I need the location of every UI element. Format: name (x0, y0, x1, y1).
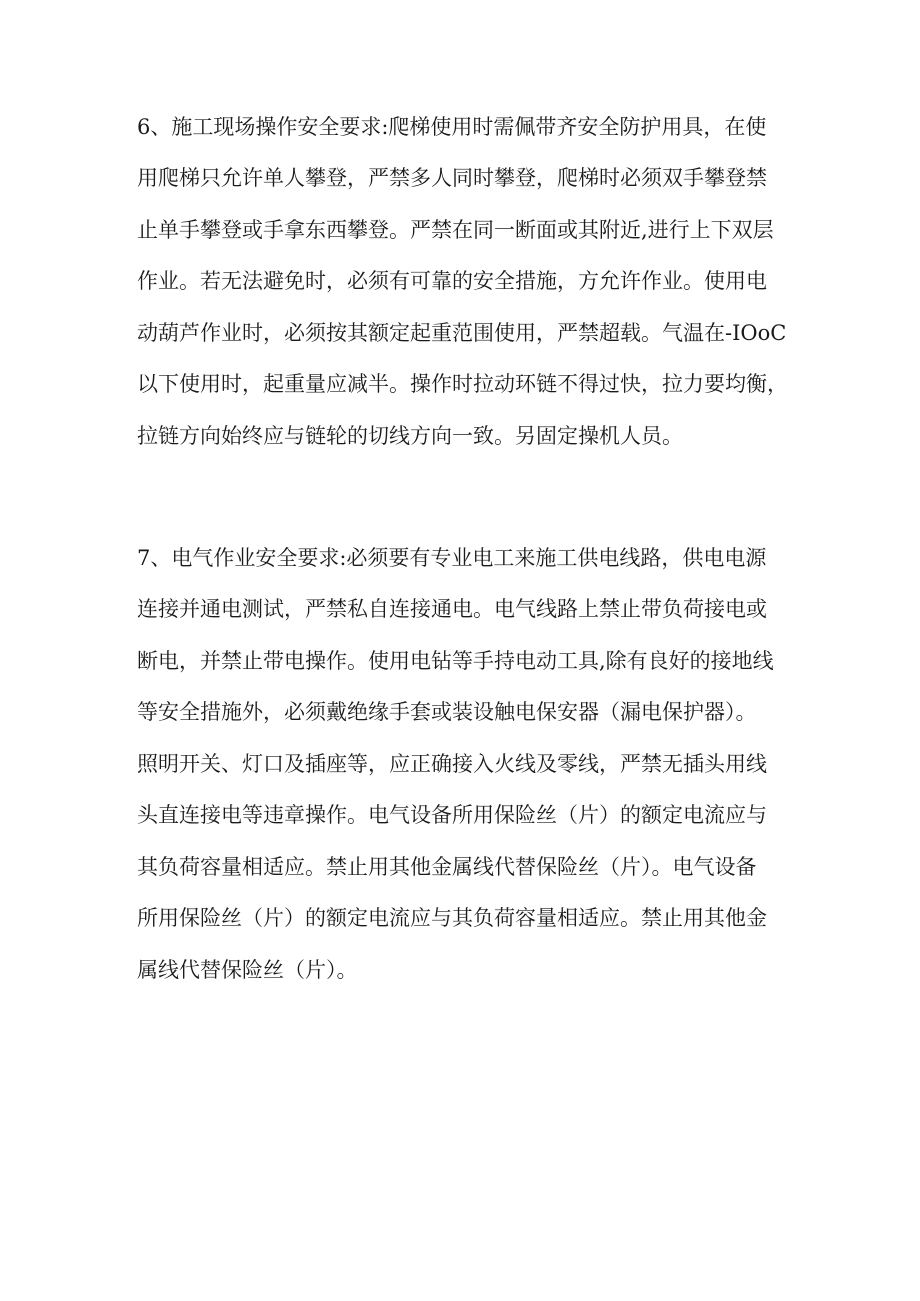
paragraph-line: 属线代替保险丝（片）。 (137, 958, 358, 982)
paragraph-line: 连接并通电测试，严禁私自连接通电。电气线路上禁止带负荷接电或 (137, 597, 767, 621)
paragraph-line: 作业。若无法避免时，必须有可靠的安全措施，方允许作业。使用电 (137, 269, 767, 293)
paragraph-line: 断电，并禁止带电操作。使用电钻等手持电动工具,除有良好的接地线 (137, 649, 774, 673)
paragraph-line: 照明开关、灯口及插座等，应正确接入火线及零线，严禁无插头用线 (137, 752, 767, 776)
paragraph-line: 动葫芦作业时，必须按其额定起重范围使用，严禁超载。气温在-IOoC (137, 321, 787, 345)
paragraph-line: 头直连接电等违章操作。电气设备所用保险丝（片）的额定电流应与 (137, 803, 767, 827)
paragraph-line: 拉链方向始终应与链轮的切线方向一致。另固定操机人员。 (137, 424, 683, 448)
paragraph-line: 等安全措施外，必须戴绝缘手套或装设触电保安器（漏电保护器）。 (137, 700, 757, 724)
paragraph-line: 所用保险丝（片）的额定电流应与其负荷容量相适应。禁止用其他金 (137, 906, 767, 930)
paragraph-line: 止单手攀登或手拿东西攀登。严禁在同一断面或其附近,进行上下双层 (137, 218, 774, 242)
paragraph-line: 其负荷容量相适应。禁止用其他金属线代替保险丝（片）。电气设备 (137, 855, 757, 879)
paragraph-line: 6、施工现场操作安全要求:爬梯使用时需佩带齐安全防护用具，在使 (137, 115, 767, 139)
paragraph-line: 以下使用时，起重量应减半。操作时拉动环链不得过快，拉力要均衡， (137, 372, 788, 396)
paragraph-line: 7、电气作业安全要求:必须要有专业电工来施工供电线路，供电电源 (137, 546, 767, 570)
paragraph-line: 用爬梯只允许单人攀登，严禁多人同时攀登，爬梯时必须双手攀登禁 (137, 166, 767, 190)
